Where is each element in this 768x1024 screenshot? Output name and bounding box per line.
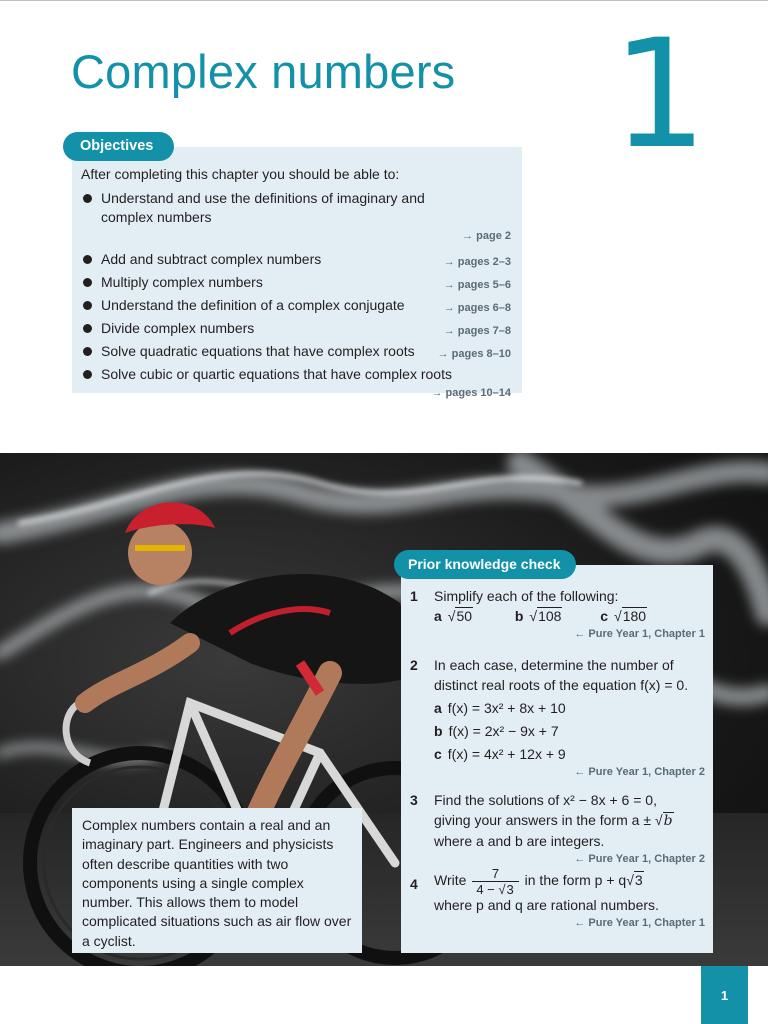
bullet-icon xyxy=(83,278,92,287)
bullet-icon xyxy=(83,255,92,264)
chapter-title: Complex numbers xyxy=(71,45,456,98)
page-reference: → pages 10–14 xyxy=(431,387,511,399)
chapter-reference: ← Pure Year 1, Chapter 2 xyxy=(574,766,705,778)
objective-text: Solve quadratic equations that have complex roots xyxy=(101,343,415,359)
photo-caption: Complex numbers contain a real and an imaginary part. Engineers and physicists often describe quantities with two components using a single complex number. This allows them to model complicated situations such as air flow over a cyclist. xyxy=(72,808,362,953)
question-text: Simplify each of the following: xyxy=(434,588,619,604)
question-text-line: In each case, determine the number of xyxy=(434,657,674,673)
sqrt-expression: √3 xyxy=(626,872,643,889)
question-parts xyxy=(434,606,705,626)
objective-text: Understand the definition of a complex conjugate xyxy=(101,297,405,313)
bullet-icon xyxy=(83,324,92,333)
part-label: b xyxy=(514,608,524,624)
bullet-icon xyxy=(83,194,92,203)
sqrt-expression: √b xyxy=(654,812,673,829)
question-text-line: Find the solutions of x² − 8x + 6 = 0, xyxy=(434,792,657,808)
question-1 xyxy=(410,586,705,642)
fraction: $\frac{7}{4 - √3}$ xyxy=(472,866,518,897)
question-number: 2 xyxy=(410,657,418,673)
part-label: a xyxy=(434,608,442,624)
objective-item xyxy=(81,365,513,403)
prior-knowledge-heading: Prior knowledge check xyxy=(394,550,576,579)
chapter-reference: ← Pure Year 1, Chapter 2 xyxy=(574,853,705,865)
sqrt-expression: √180 xyxy=(614,608,647,624)
question-number: 3 xyxy=(410,792,418,808)
question-text-line: where p and q are rational numbers. xyxy=(434,897,659,913)
page-reference: → pages 2–3 xyxy=(443,256,511,268)
objective-text: Understand and use the definitions of imaginary and complex numbers xyxy=(101,190,425,225)
part-label: c xyxy=(600,608,609,624)
page-reference: → pages 8–10 xyxy=(437,348,511,360)
question-text-line: giving your answers in the form a ± √b xyxy=(434,812,673,829)
question-part: c f(x) = 4x² + 12x + 9 xyxy=(434,746,566,762)
top-rule xyxy=(0,0,768,1)
page-number: 1 xyxy=(720,988,729,1003)
objective-item xyxy=(81,319,513,338)
question-text-line: distinct real roots of the equation f(x) = 0. xyxy=(434,677,689,693)
page-reference: → pages 7–8 xyxy=(443,325,511,337)
question-text-line: Write $\frac{7}{4 - √3}$ in the form p + q√3 xyxy=(434,866,643,897)
bullet-icon xyxy=(83,370,92,379)
page-reference: → pages 5–6 xyxy=(443,279,511,291)
sqrt-expression: √50 xyxy=(447,608,473,624)
chapter-reference: ← Pure Year 1, Chapter 1 xyxy=(574,628,705,640)
page-reference: → page 2 xyxy=(462,230,511,242)
chapter-number: 1 xyxy=(612,8,708,182)
objective-item xyxy=(81,296,513,315)
page-reference: → pages 6–8 xyxy=(443,302,511,314)
objective-item xyxy=(81,250,513,269)
objectives-list xyxy=(81,189,513,407)
question-part: b f(x) = 2x² − 9x + 7 xyxy=(434,723,559,739)
objective-item xyxy=(81,273,513,292)
objective-text: Multiply complex numbers xyxy=(101,274,263,290)
question-3 xyxy=(410,790,705,867)
sqrt-expression: √108 xyxy=(529,608,562,624)
question-part: a f(x) = 3x² + 8x + 10 xyxy=(434,700,566,716)
objectives-heading: Objectives xyxy=(63,132,174,161)
objective-item xyxy=(81,189,513,246)
objective-text: Divide complex numbers xyxy=(101,320,255,336)
question-number: 1 xyxy=(410,588,418,604)
question-2 xyxy=(410,655,705,780)
objective-item xyxy=(81,342,513,361)
chapter-reference: ← Pure Year 1, Chapter 1 xyxy=(574,917,705,929)
question-4 xyxy=(410,866,705,931)
objectives-intro: After completing this chapter you should be able to: xyxy=(81,166,400,182)
bullet-icon xyxy=(83,347,92,356)
objective-text: Add and subtract complex numbers xyxy=(101,251,322,267)
question-text-line: where a and b are integers. xyxy=(434,833,605,849)
objective-text: Solve cubic or quartic equations that have complex roots xyxy=(101,366,452,382)
question-number: 4 xyxy=(410,876,418,892)
bullet-icon xyxy=(83,301,92,310)
